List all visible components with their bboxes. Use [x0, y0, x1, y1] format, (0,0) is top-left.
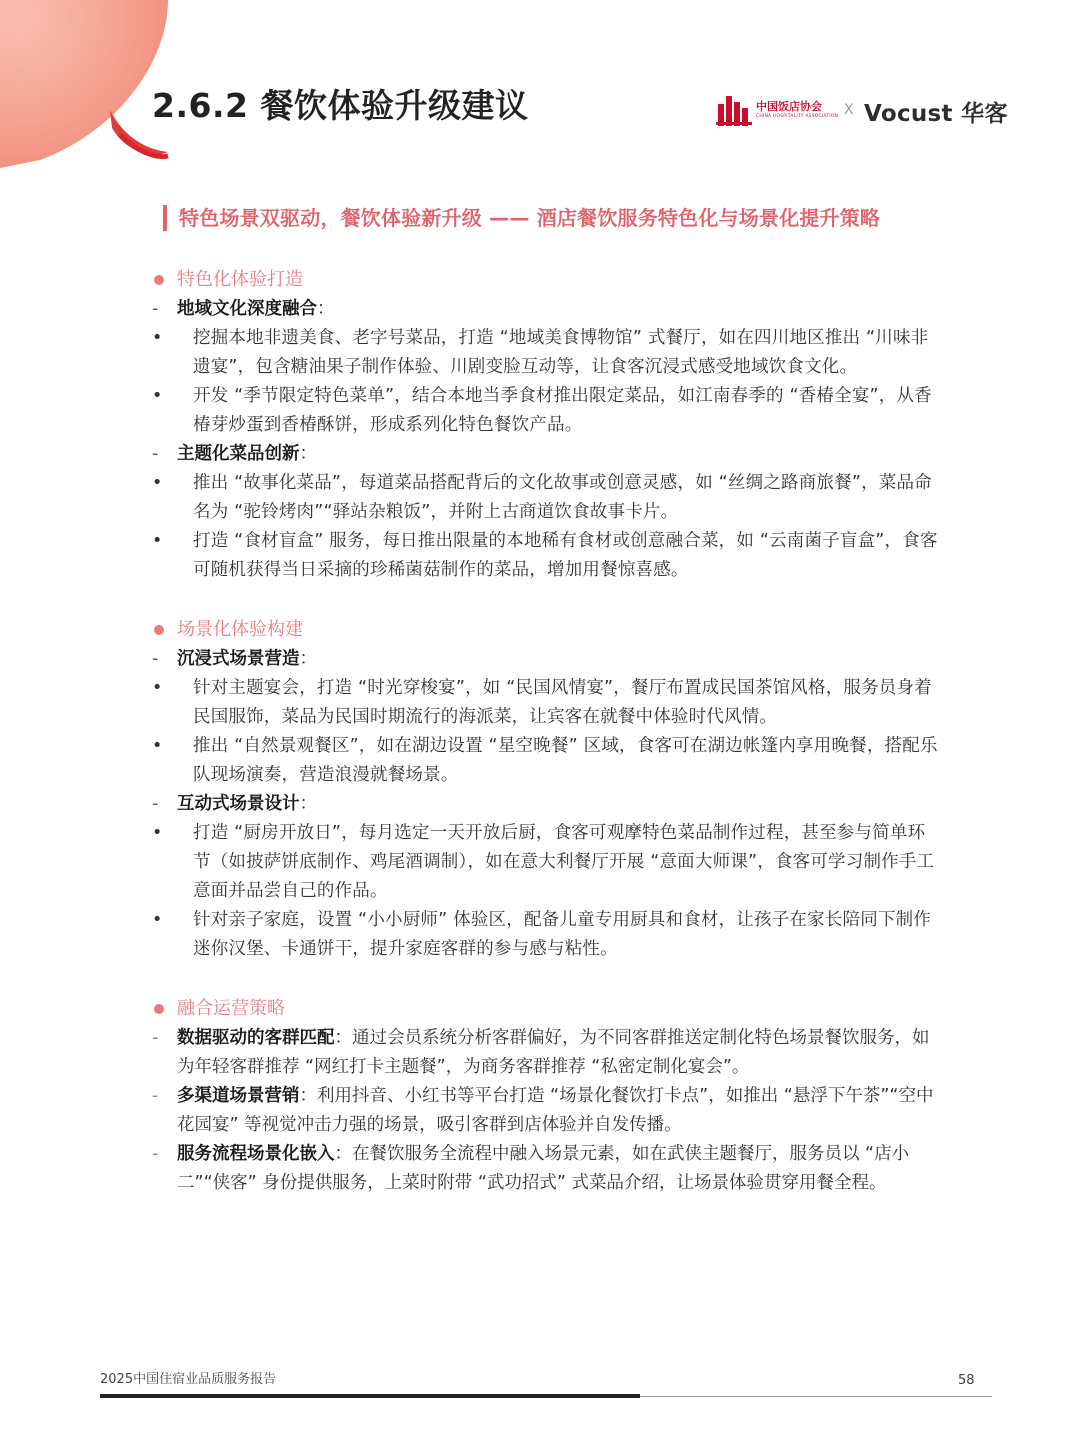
bullet-marker: • [152, 386, 163, 406]
content-body [150, 264, 940, 1227]
list-item [150, 527, 940, 585]
dash-marker: - [152, 299, 159, 319]
colon: ： [299, 794, 317, 814]
group-scenario-experience [150, 614, 940, 964]
list-item [150, 324, 940, 382]
list-item-text: 挖掘本地非遗美食、老字号菜品，打造 “地域美食博物馆” 式餐厅，如在四川地区推出 “川味非遗宴”，包含糖油果子制作体验、川剧变脸互动等，让食客沉浸式感受地域饮食文化。 [193, 328, 929, 377]
colon: ： [334, 1028, 352, 1048]
brand-logos [716, 92, 1008, 132]
list-item-text: 推出 “自然景观餐区”，如在湖边设置 “星空晚餐” 区域，食客可在湖边帐篷内享用晚餐，搭配乐队现场演奏，营造浪漫就餐场景。 [193, 736, 938, 785]
subsection-heading [150, 645, 940, 674]
strategy-item [150, 1082, 940, 1140]
list-item [150, 469, 940, 527]
strategy-label: 多渠道场景营销 [177, 1086, 300, 1106]
colon: ： [299, 1086, 317, 1106]
strategy-label: 服务流程场景化嵌入 [177, 1144, 335, 1164]
subsection-heading [150, 295, 940, 324]
dash-marker: - [152, 1144, 159, 1164]
list-item-text: 推出 “故事化菜品”，每道菜品搭配背后的文化故事或创意灵感，如 “丝绸之路商旅餐”，菜品命名为 “驼铃烤肉”“驿站杂粮饭”，并附上古商道饮食故事卡片。 [193, 473, 932, 522]
footer-report-name: 2025中国住宿业品质服务报告 [100, 1372, 277, 1387]
list-item [150, 674, 940, 732]
page-title: 2.6.2 餐饮体验升级建议 [152, 86, 529, 125]
subsection-label: 主题化菜品创新 [177, 444, 300, 464]
bullet-dot-icon [154, 275, 164, 285]
subsection-label: 互动式场景设计 [177, 794, 300, 814]
footer-divider-accent [100, 1394, 640, 1398]
association-name: 中国饭店协会 [756, 100, 822, 113]
dash-marker: - [152, 1028, 159, 1048]
subsection-heading [150, 790, 940, 819]
bullet-dot-icon [154, 1004, 164, 1014]
group-title-text: 融合运营策略 [177, 998, 285, 1019]
group-title [150, 264, 940, 295]
group-title-text: 特色化体验打造 [177, 269, 303, 290]
strategy-label: 数据驱动的客群匹配 [177, 1028, 335, 1048]
subsection-label: 沉浸式场景营造 [177, 649, 300, 669]
page-number: 58 [958, 1373, 975, 1388]
bullet-marker: • [152, 678, 163, 698]
colon: ： [334, 1144, 352, 1164]
group-integrated-operations [150, 993, 940, 1198]
hotel-association-logo-icon [716, 92, 752, 128]
list-item-text: 开发 “季节限定特色菜单”，结合本地当季食材推出限定菜品，如江南春季的 “香椿全宴”，从香椿芽炒蛋到香椿酥饼，形成系列化特色餐饮产品。 [193, 386, 932, 435]
list-item [150, 906, 940, 964]
dash-marker: - [152, 794, 159, 814]
dash-marker: - [152, 1086, 159, 1106]
colon: ： [299, 649, 317, 669]
group-title-text: 场景化体验构建 [177, 619, 303, 640]
colon: ： [317, 299, 335, 319]
subsection-heading [150, 440, 940, 469]
strategy-text: 通过会员系统分析客群偏好，为不同客群推送定制化特色场景餐饮服务，如为年轻客群推荐 “网红打卡主题餐”，为商务客群推荐 “私密定制化宴会”。 [177, 1028, 930, 1077]
strategy-item [150, 1024, 940, 1082]
bullet-marker: • [152, 328, 163, 348]
bullet-marker: • [152, 473, 163, 493]
dash-marker: - [152, 649, 159, 669]
brand-separator: X [844, 102, 854, 118]
list-item-text: 针对主题宴会，打造 “时光穿梭宴”，如 “民国风情宴”，餐厅布置成民国茶馆风格，服务员身着民国服饰，菜品为民国时期流行的海派菜，让宾客在就餐中体验时代风情。 [193, 678, 932, 727]
partner-brand-name: Vocust 华客 [864, 101, 1008, 127]
bullet-dot-icon [154, 625, 164, 635]
bullet-marker: • [152, 823, 163, 843]
strategy-item [150, 1140, 940, 1198]
list-item-text: 打造 “食材盲盒” 服务，每日推出限量的本地稀有食材或创意融合菜，如 “云南菌子盲盒”，食客可随机获得当日采摘的珍稀菌菇制作的菜品，增加用餐惊喜感。 [193, 531, 938, 580]
association-name-en: CHINA HOSPITALITY ASSOCIATION [756, 114, 839, 119]
group-title [150, 993, 940, 1024]
list-item [150, 382, 940, 440]
dash-marker: - [152, 444, 159, 464]
list-item [150, 819, 940, 906]
colon: ： [299, 444, 317, 464]
group-featured-experience [150, 264, 940, 585]
group-title [150, 614, 940, 645]
bullet-marker: • [152, 531, 163, 551]
section-heading: 特色场景双驱动，餐饮体验新升级 —— 酒店餐饮服务特色化与场景化提升策略 [163, 205, 880, 231]
strategy-text: 在餐饮服务全流程中融入场景元素，如在武侠主题餐厅，服务员以 “店小二”“侠客” 身份提供服务，上菜时附带 “武功招式” 式菜品介绍，让场景体验贯穿用餐全程。 [177, 1144, 910, 1193]
subsection-label: 地域文化深度融合 [177, 299, 317, 319]
bullet-marker: • [152, 910, 163, 930]
strategy-text: 利用抖音、小红书等平台打造 “场景化餐饮打卡点”，如推出 “悬浮下午茶”“空中花园宴” 等视觉冲击力强的场景，吸引客群到店体验并自发传播。 [177, 1086, 934, 1135]
list-item-text: 打造 “厨房开放日”，每月选定一天开放后厨，食客可观摩特色菜品制作过程，甚至参与简单环节（如披萨饼底制作、鸡尾酒调制），如在意大利餐厅开展 “意面大师课”，食客可学习制作手工意面并品尝自己的作品。 [193, 823, 935, 901]
list-item [150, 732, 940, 790]
list-item-text: 针对亲子家庭，设置 “小小厨师” 体验区，配备儿童专用厨具和食材，让孩子在家长陪同下制作迷你汉堡、卡通饼干，提升家庭客群的参与感与粘性。 [193, 910, 932, 959]
bullet-marker: • [152, 736, 163, 756]
